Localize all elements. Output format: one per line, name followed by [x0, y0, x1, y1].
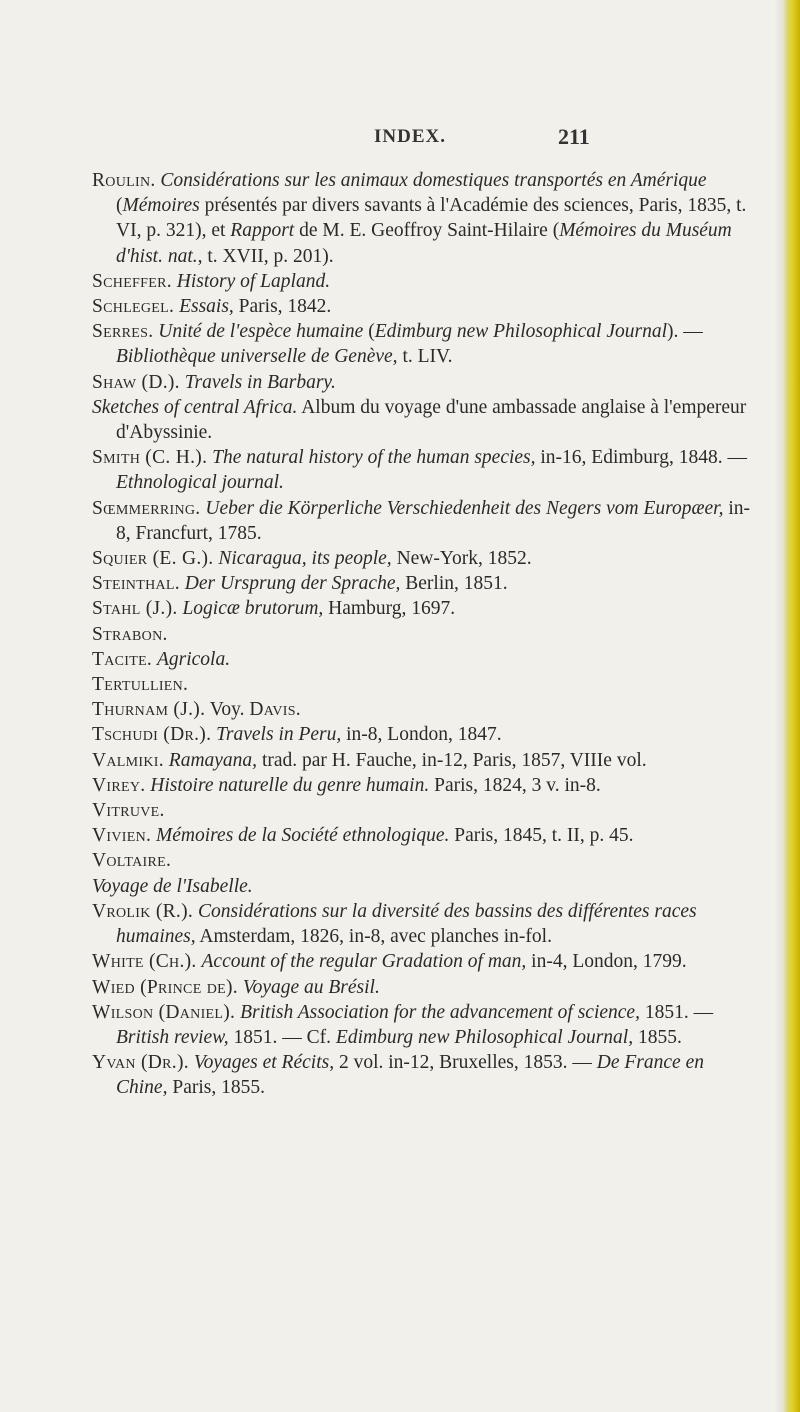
entry-title: Mémoires [122, 195, 200, 217]
entry-author: Valmiki. [92, 749, 164, 771]
entry-text: Paris, 1845, t. II, p. 45. [449, 825, 634, 847]
entry-author: Steinthal. [92, 573, 180, 595]
entry-text: Paris, 1842. [233, 296, 332, 318]
index-entry [92, 949, 756, 974]
entry-title: British Association for the advancement of science, [240, 1001, 640, 1023]
entry-author: White (Ch.). [92, 951, 197, 973]
entry-text: Voy. [209, 699, 250, 721]
index-entry [92, 571, 756, 596]
entry-text: présentés par divers savants à l'Académie des sciences, Paris, 1835, t. VI, p. 321), et [116, 195, 747, 242]
entry-text: ). — [667, 321, 703, 343]
index-entry [92, 798, 756, 823]
entry-author: Vitruve. [92, 800, 165, 822]
entry-author: Smith (C. H.). [92, 447, 208, 469]
index-entry [92, 748, 756, 773]
entry-author: Wilson (Daniel). [92, 1001, 236, 1023]
entry-title: Rapport [230, 220, 295, 242]
index-entry [92, 1000, 756, 1050]
entry-title: Travels in Peru, [216, 724, 342, 746]
entry-text: t. LIV. [397, 346, 453, 368]
entry-text: 1855. [633, 1026, 682, 1048]
entry-text: in-4, London, 1799. [526, 951, 687, 973]
book-edge [782, 0, 800, 1412]
index-entry [92, 395, 756, 445]
entry-text: 2 vol. in-12, Bruxelles, 1853. — [334, 1052, 597, 1074]
entry-title: History of Lapland. [176, 270, 331, 292]
entry-title: Considérations sur la diversité des bassins des différentes races humaines, [116, 900, 697, 948]
entry-text: Hamburg, 1697. [323, 598, 456, 620]
entry-author: Serres. [92, 321, 154, 343]
entry-text: Amsterdam, 1826, in-8, avec planches in-fol. [195, 926, 552, 948]
entry-title: British review, [116, 1026, 229, 1048]
entry-title: Mémoires du Muséum d'hist. nat. [116, 220, 732, 267]
entry-text: ( [116, 195, 123, 217]
entry-title: Ethnological journal. [116, 472, 284, 494]
entry-title: Voyage au Brésil. [242, 976, 380, 998]
entry-author: Virey. [92, 774, 146, 796]
entry-text: in-8, London, 1847. [341, 724, 502, 746]
entry-author: Tacite. [92, 648, 153, 670]
entry-title: Voyages et Récits, [193, 1052, 335, 1074]
index-entry [92, 546, 756, 571]
entry-title: Essais, [179, 296, 234, 318]
entry-title: Mémoires de la Société ethnologique. [156, 825, 450, 847]
entry-author: Scheffer. [92, 270, 172, 292]
entry-author: Squier (E. G.). [92, 548, 214, 570]
entry-title: Logicæ brutorum, [182, 598, 324, 620]
index-entries [92, 168, 756, 1101]
entry-author: Strabon. [92, 623, 168, 645]
entry-title: Voyage de l'Isabelle. [92, 875, 253, 897]
running-title: INDEX. [374, 126, 446, 147]
entry-title: Nicaragua, its people, [218, 548, 392, 570]
entry-title: Ramayana, [168, 749, 258, 771]
index-entry [92, 899, 756, 949]
entry-title: Bibliothèque universelle de Genève, [116, 346, 398, 368]
index-entry [92, 647, 756, 672]
index-entry [92, 168, 756, 269]
entry-text: Paris, 1855. [167, 1077, 265, 1099]
entry-text: 1851. — [639, 1001, 714, 1023]
entry-author: Thurnam (J.). [92, 699, 206, 721]
entry-title: Edimburg new Philosophical Journal [374, 321, 668, 343]
index-entry [92, 722, 756, 747]
entry-author: Tertullien. [92, 674, 189, 696]
index-entry [92, 496, 756, 546]
index-entry [92, 672, 756, 697]
entry-title: Unité de l'espèce humaine [158, 321, 364, 343]
entry-author: Vrolik (R.). [92, 900, 194, 922]
entry-text: in-16, Edimburg, 1848. — [535, 447, 747, 469]
index-entry [92, 445, 756, 495]
entry-title: Account of the regular Gradation of man, [201, 951, 527, 973]
page-edge-shadow [774, 0, 782, 1412]
index-entry [92, 1050, 756, 1100]
index-entry [92, 848, 756, 873]
index-entry [92, 370, 756, 395]
index-entry [92, 697, 756, 722]
entry-text: New-York, 1852. [391, 548, 532, 570]
entry-title: Der Ursprung der Sprache, [184, 573, 401, 595]
page-header [0, 126, 782, 156]
entry-author: Sœmmerring. [92, 497, 201, 519]
entry-author: Roulin. [92, 170, 156, 191]
entry-author: Stahl (J.). [92, 598, 178, 620]
entry-author: Voltaire. [92, 850, 172, 872]
entry-text: , t. XVII, p. 201). [197, 245, 334, 267]
entry-author: Wied (Prince de). [92, 976, 238, 998]
entry-title: Considérations sur les animaux domestiques transportés en Amérique [160, 170, 707, 191]
index-entry [92, 319, 756, 369]
entry-text: Berlin, 1851. [400, 573, 508, 595]
index-entry [92, 874, 756, 899]
index-entry [92, 269, 756, 294]
entry-title: Sketches of central Africa. [92, 396, 298, 418]
index-entry [92, 596, 756, 621]
entry-author: Yvan (Dr.). [92, 1052, 189, 1074]
entry-text: 1851. — Cf. [228, 1026, 336, 1048]
index-entry [92, 823, 756, 848]
entry-text: de M. E. Geoffroy Saint-Hilaire ( [294, 220, 560, 242]
entry-title: Ueber die Körperliche Verschiedenheit des Negers vom Europæer, [205, 497, 724, 519]
page-number: 211 [558, 124, 590, 149]
entry-author: Tschudi (Dr.). [92, 724, 212, 746]
entry-text: trad. par H. Fauche, in-12, Paris, 1857, VIIIe vol. [257, 749, 647, 771]
index-entry [92, 975, 756, 1000]
entry-title: Travels in Barbary. [184, 371, 336, 393]
entry-title: Histoire naturelle du genre humain. [150, 774, 430, 796]
entry-author: Shaw (D.). [92, 371, 180, 393]
index-entry [92, 294, 756, 319]
entry-text: Album du voyage d'une ambassade anglaise à l'empereur d'Abyssinie. [116, 396, 747, 444]
index-entry [92, 622, 756, 647]
entry-crossref: Davis. [249, 699, 301, 721]
index-entry [92, 773, 756, 798]
entry-author: Vivien. [92, 825, 152, 847]
entry-text: Paris, 1824, 3 v. in-8. [429, 774, 601, 796]
entry-text: in-8, Francfurt, 1785. [116, 497, 750, 544]
entry-title: Agricola. [156, 648, 231, 670]
entry-title: The natural history of the human species, [212, 447, 536, 469]
entry-title: Edimburg new Philosophical Journal, [335, 1026, 634, 1048]
entry-text: ( [363, 321, 375, 343]
entry-title: De France en Chine, [116, 1052, 704, 1099]
entry-author: Schlegel. [92, 296, 175, 318]
